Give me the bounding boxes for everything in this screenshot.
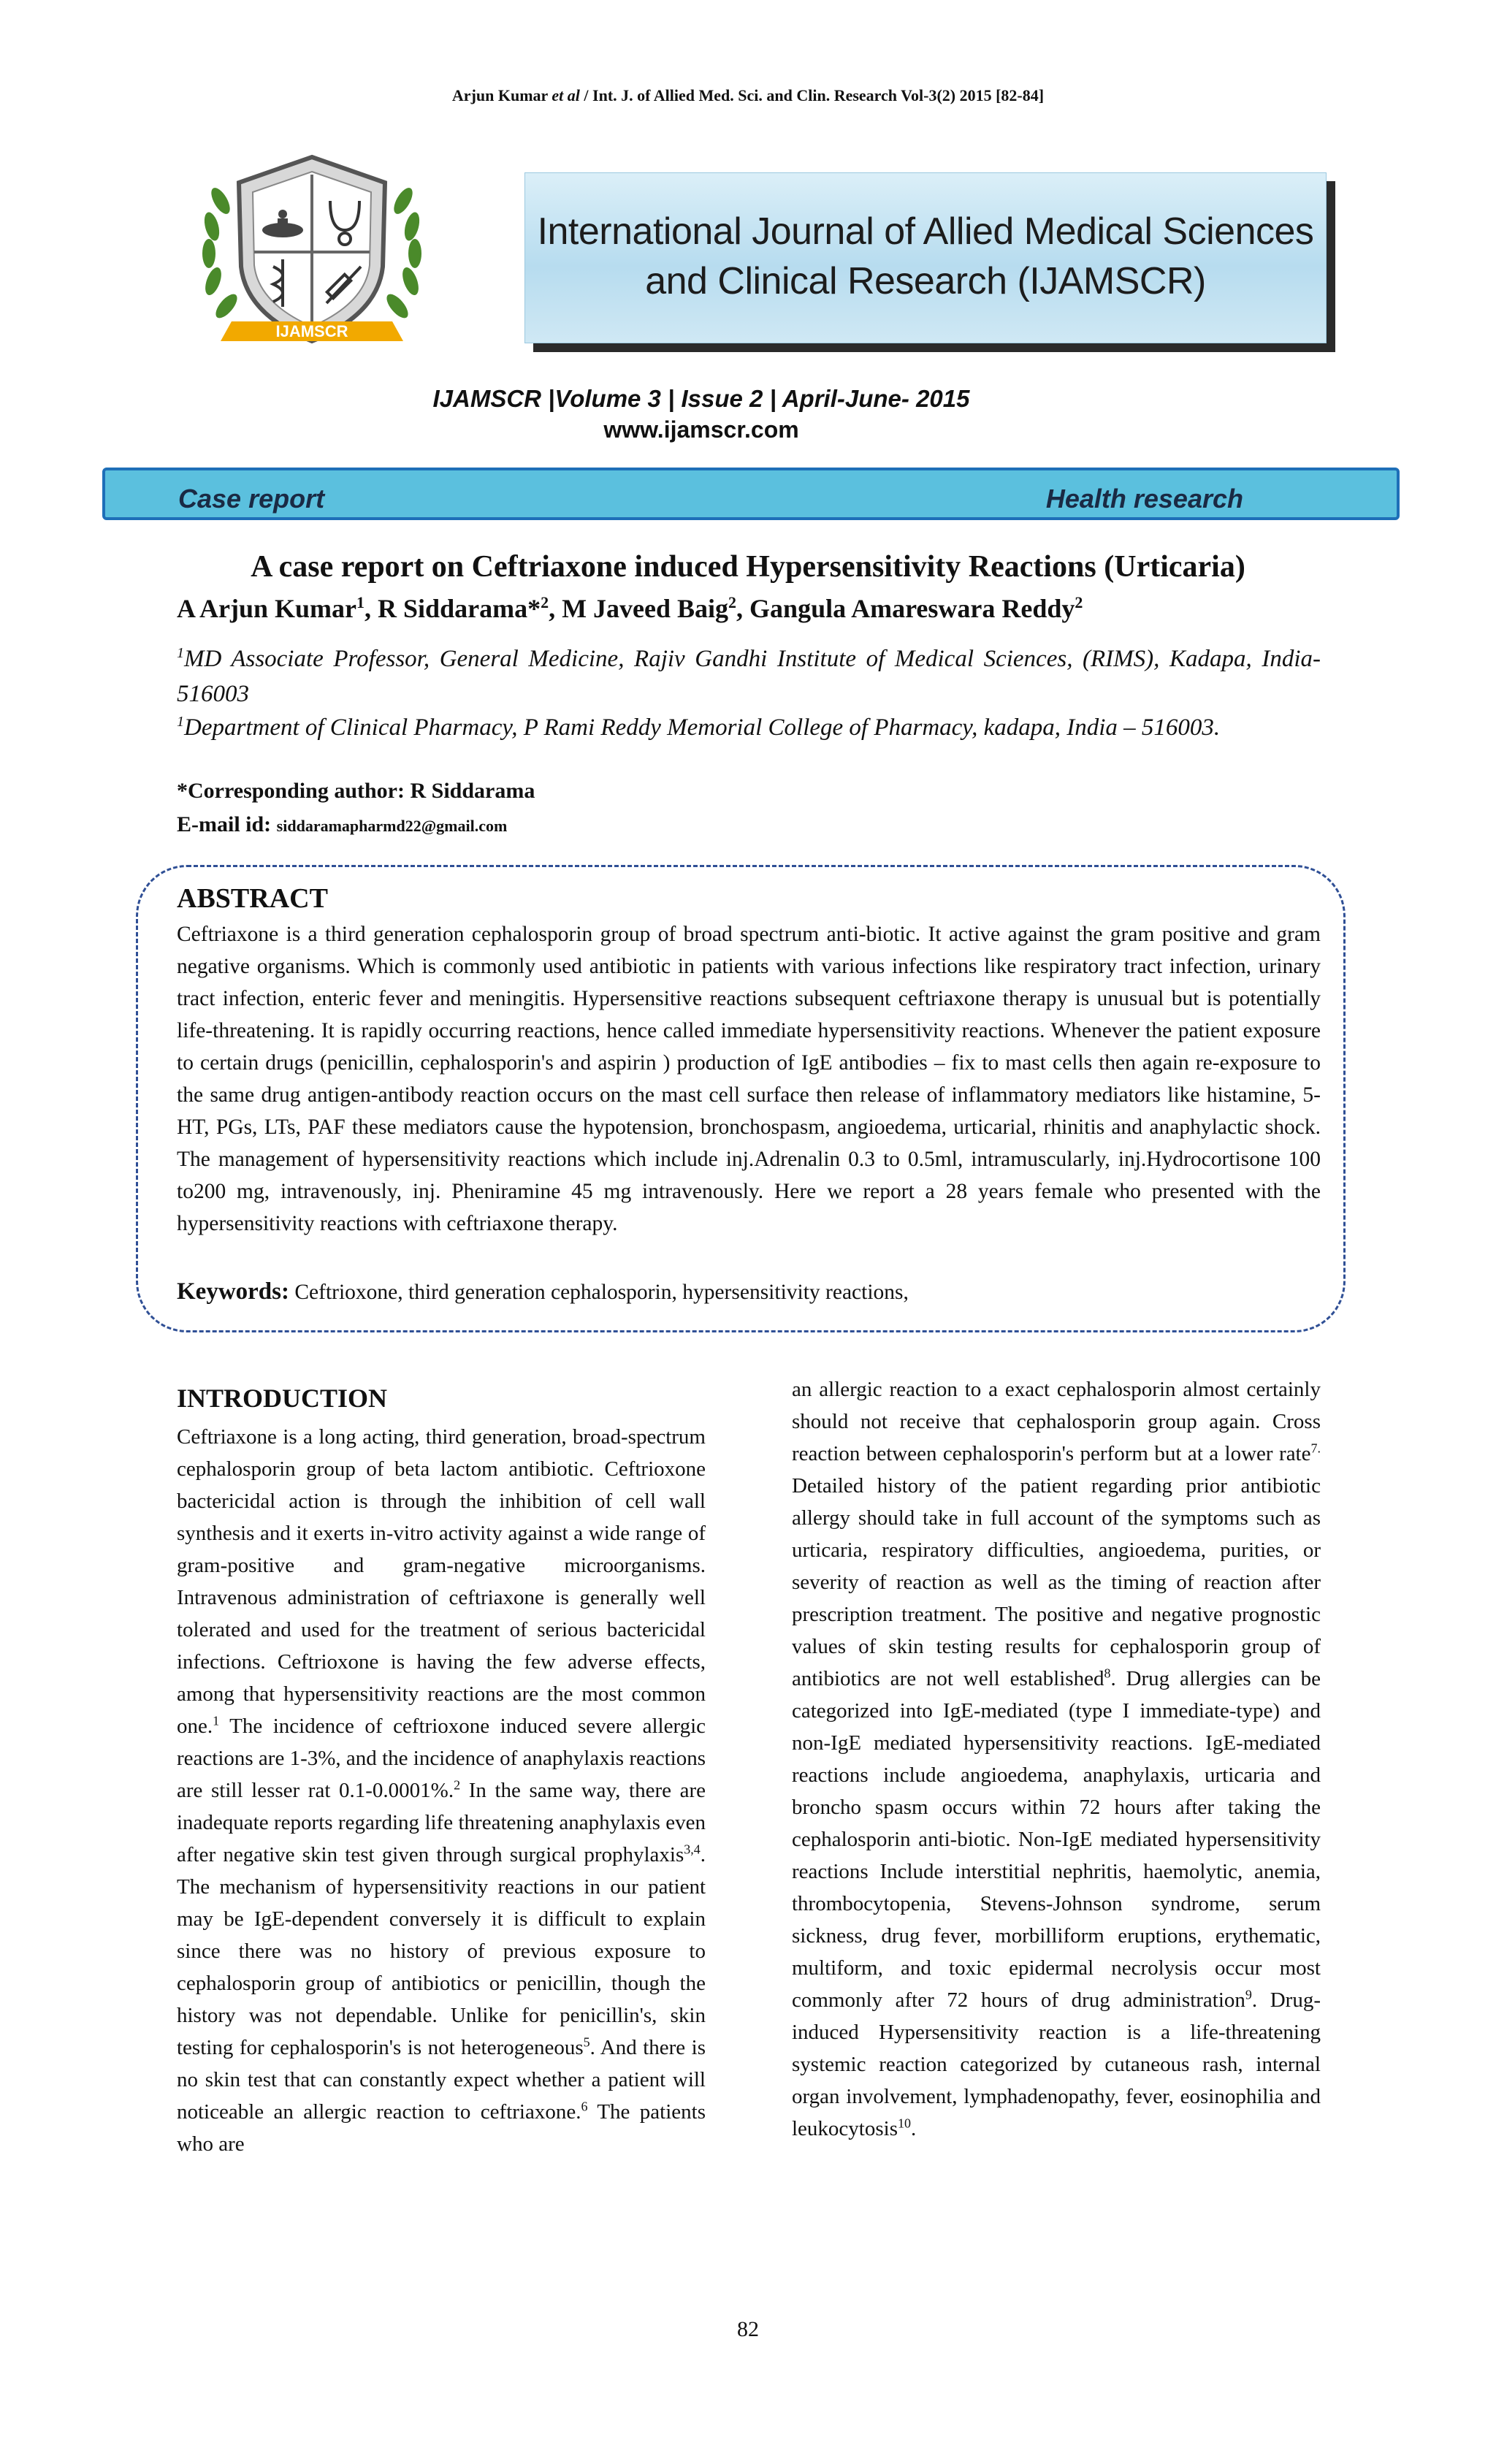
body-text: The patients who are	[177, 2100, 706, 2156]
logo-text: IJAMSCR	[275, 322, 348, 340]
citation-marker: 5	[583, 2034, 590, 2050]
keywords-text: Ceftrioxone, third generation cephalosporin, hypersensitivity reactions,	[289, 1281, 909, 1304]
journal-banner	[524, 172, 1327, 343]
citation-marker: 8	[1104, 1666, 1111, 1681]
body-text: .	[911, 2117, 917, 2140]
running-header-author: Arjun Kumar	[451, 86, 552, 104]
author-name: R Siddarama*	[378, 594, 541, 623]
email-address[interactable]: siddaramapharmd22@gmail.com	[276, 817, 508, 835]
body-text: . The mechanism of hypersensitivity reactions in our patient may be IgE-dependent conversely it is difficult to explain since there was no history of previous exposure to cephalosporin group of antibiotics or penicillin, though the history was not dependable. Unlike for penicillin's, skin testing for cephalosporin's is not heterogeneous	[177, 1843, 706, 2059]
section-bar	[102, 468, 1400, 520]
author-name: A Arjun Kumar	[177, 594, 357, 623]
introduction-heading: INTRODUCTION	[177, 1384, 388, 1413]
affiliation-marker: 1	[177, 645, 184, 661]
citation-marker: 7.	[1310, 1441, 1321, 1456]
citation-marker: 3,4	[684, 1842, 701, 1857]
author-affiliation-marker: 1	[356, 593, 365, 611]
journal-name-line1: International Journal of Allied Medical Sciences	[537, 210, 1314, 253]
author-affiliation-marker: 2	[541, 593, 549, 611]
running-header-citation: / Int. J. of Allied Med. Sci. and Clin. Research Vol-3(2) 2015 [82-84]	[579, 86, 1045, 104]
body-text: In the same way, there are inadequate reports regarding life threatening anaphylaxis even after negative skin test given through surgical prophylaxis	[177, 1779, 706, 1866]
affiliation-marker: 1	[177, 714, 184, 730]
body-text: Ceftriaxone is a long acting, third generation, broad-spectrum cephalosporin group of beta lactom antibiotic. Ceftrioxone bactericidal action is through the inhibition of cell wall synthesis and it exerts in-vitro activity against a wide range of gram-positive and gram-negative microorganisms. Intravenous administration of ceftriaxone is generally well tolerated and used for the treatment of serious bactericidal infections. Ceftrioxone is having the few adverse effects, among that hypersensitivity reactions are the most common one.	[177, 1425, 706, 1738]
running-header-et-al: et al	[552, 86, 580, 104]
body-text: The incidence of ceftrioxone induced severe allergic reactions are 1-3%, and the incidence of anaphylaxis reactions are still lesser rat 0.1-0.0001%.	[177, 1714, 706, 1802]
citation-marker: 9	[1245, 1987, 1252, 2002]
article-type-label: Case report	[178, 484, 325, 514]
introduction-right-column	[792, 1373, 1321, 2145]
email-label: E-mail id:	[177, 812, 272, 836]
keywords	[177, 1275, 1321, 1308]
journal-website: www.ijamscr.com	[603, 416, 799, 443]
subject-area-label: Health research	[1045, 484, 1243, 514]
abstract-text: Ceftriaxone is a third generation cephalosporin group of broad spectrum anti-biotic. It active against the gram positive and gram negative organisms. Which is commonly used antibiotic in patients with various infections like respiratory tract infection, urinary tract infection, enteric fever and meningitis. Hypersensitive reactions subsequent ceftriaxone therapy is unusual but is potentially life-threatening. It is rapidly occurring reactions, hence called immediate hypersensitivity reactions. Whenever the patient exposure to certain drugs (penicillin, cephalosporin's and aspirin ) production of IgE antibodies – fix to mast cells then again re-exposure to the same drug antigen-antibody reaction occurs on the mast cell surface then release of inflammatory mediators like histamine, 5-HT, PGs, LTs, PAF these mediators cause the hypotension, bronchospasm, angioedema, urticarial, rhinitis and anaphylactic shock. The management of hypersensitivity reactions which include inj.Adrenalin 0.3 to 0.5ml, intramuscularly, inj.Hydrocortisone 100 to200 mg, intravenously, inj. Pheniramine 45 mg intravenously. Here we report a 28 years female who presented with the hypersensitivity reactions with ceftriaxone therapy.	[177, 923, 1321, 1235]
issue-info: IJAMSCR |Volume 3 | Issue 2 | April-June- 2015	[432, 385, 970, 412]
author-list: A Arjun Kumar$^1$, R Siddarama*$^2$, M Javeed Baig$^2$, Gangula Amareswara Reddy$^2$	[177, 593, 1083, 623]
author-affiliation-marker: 2	[1075, 593, 1083, 611]
citation-marker: 10	[898, 2116, 911, 2131]
author-name: Gangula Amareswara Reddy	[749, 594, 1075, 623]
journal-name-line2: and Clinical Research (IJAMSCR)	[645, 260, 1206, 302]
abstract-heading: ABSTRACT	[177, 883, 328, 914]
introduction-left-column	[177, 1421, 706, 2160]
citation-marker: 2	[454, 1777, 461, 1793]
citation-marker: 6	[581, 2099, 588, 2114]
author-name: M Javeed Baig	[562, 594, 729, 623]
body-text: Detailed history of the patient regarding prior antibiotic allergy should take in full account of the symptoms such as urticaria, respiratory difficulties, angioedema, purities, or severity of reaction as well as the timing of reaction after prescription treatment. The positive and negative prognostic values of skin testing results for cephalosporin group of antibiotics are not well established	[792, 1474, 1321, 1690]
author-affiliation-marker: 2	[728, 593, 737, 611]
affiliation-text: MD Associate Professor, General Medicine, Rajiv Gandhi Institute of Medical Sciences, (RIMS), Kadapa, India- 516003	[177, 646, 1321, 707]
body-text: . And there is no skin test that can constantly expect whether a patient will noticeable an allergic reaction to ceftriaxone.	[177, 2036, 706, 2124]
journal-logo	[191, 150, 432, 369]
body-text: an allergic reaction to a exact cephalosporin almost certainly should not receive that cephalosporin group again. Cross reaction between cephalosporin's perform but at a lower rate	[792, 1378, 1321, 1465]
corresponding-author: *Corresponding author: R Siddarama	[177, 779, 535, 803]
article-title: A case report on Ceftriaxone induced Hypersensitivity Reactions (Urticaria)	[251, 550, 1245, 584]
keywords-label: Keywords:	[177, 1278, 289, 1305]
running-header	[0, 86, 1496, 105]
citation-marker: 1	[213, 1713, 220, 1728]
affiliation-1	[177, 636, 1321, 712]
affiliation-2	[177, 704, 1321, 745]
body-text: . Drug-induced Hypersensitivity reaction is a life-threatening systemic reaction categorized by cutaneous rash, internal organ involvement, lymphadenopathy, fever, eosinophilia and leukocytosis	[792, 1988, 1321, 2140]
email-line	[177, 812, 507, 837]
affiliation-text: Department of Clinical Pharmacy, P Rami Reddy Memorial College of Pharmacy, kadapa, India – 516003.	[184, 714, 1221, 741]
page-number: 82	[737, 2317, 759, 2341]
body-text: . Drug allergies can be categorized into IgE-mediated (type I immediate-type) and non-IgE mediated hypersensitivity reactions. IgE-mediated reactions include angioedema, anaphylaxis, urticaria and broncho spasm occurs within 72 hours after taking the cephalosporin anti-biotic. Non-IgE mediated hypersensitivity reactions Include interstitial nephritis, haemolytic, anemia, thrombocytopenia, Stevens-Johnson syndrome, serum sickness, drug fever, morbilliform eruptions, erythematic, multiform, and toxic epidermal necrolysis occur most commonly after 72 hours of drug administration	[792, 1667, 1321, 2012]
